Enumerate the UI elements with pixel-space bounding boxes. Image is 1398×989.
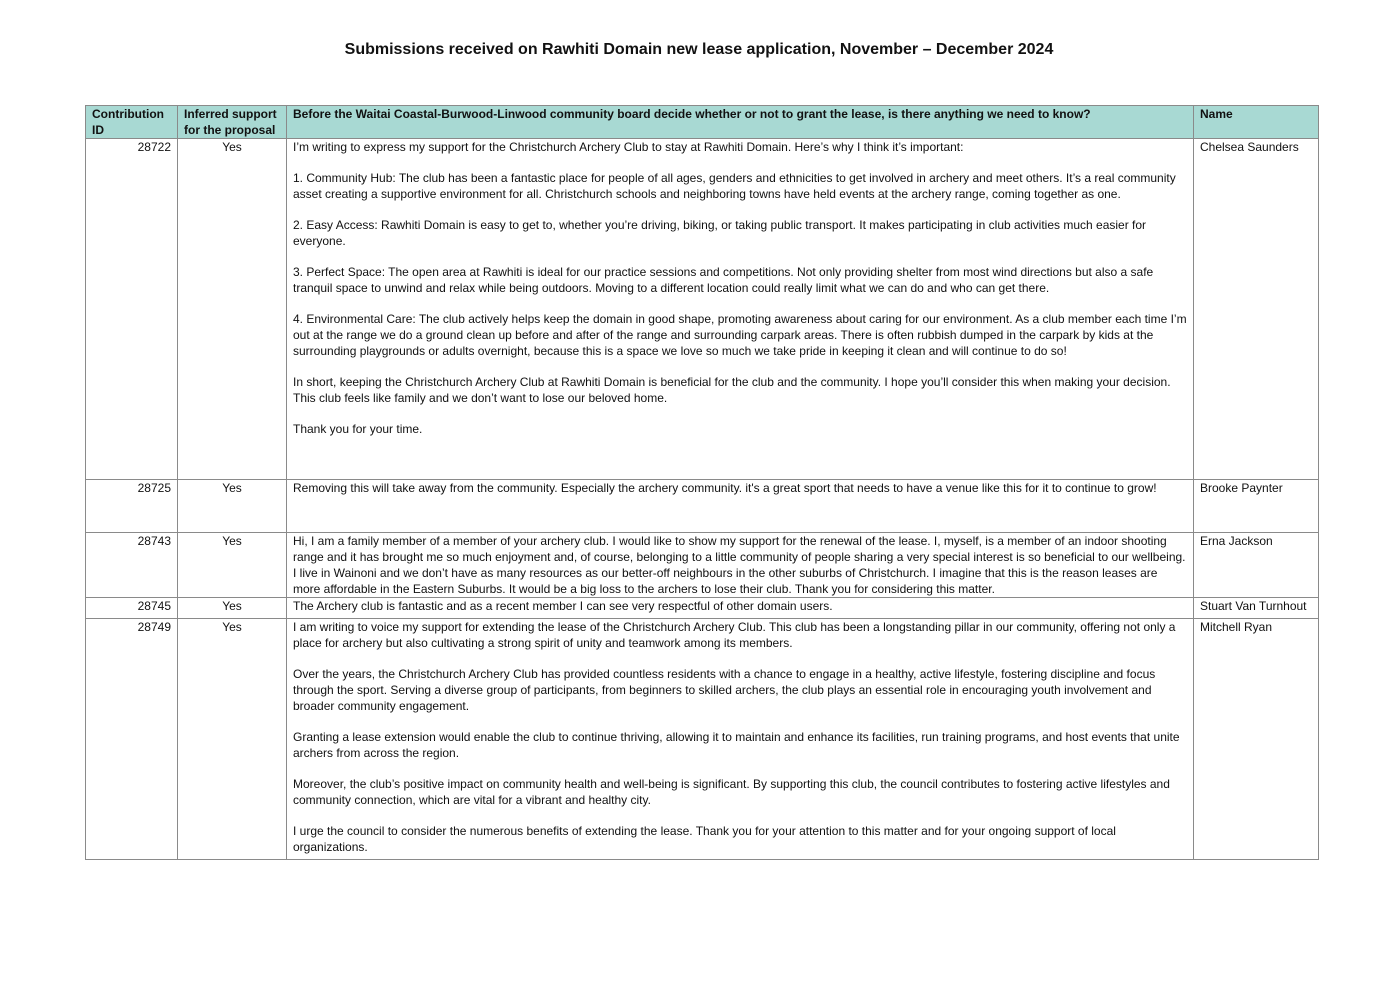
header-contribution-id: Contribution ID <box>86 106 178 139</box>
comment-paragraph: I’m writing to express my support for the Christchurch Archery Club to stay at Rawhiti Domain. Here’s why I think it’s important: <box>293 140 964 154</box>
submitter-name: Chelsea Saunders <box>1194 139 1319 480</box>
table-row <box>86 139 1319 480</box>
contribution-id: 28725 <box>86 480 178 533</box>
comment-paragraph: Over the years, the Christchurch Archery Club has provided countless residents with a chance to engage in a healthy, active lifestyle, fostering discipline and focus through the sport. Serving a diverse group of participants, from beginners to skilled archers, the club plays an essential role in encouraging youth involvement and broader community engagement. <box>293 667 1156 713</box>
comment-paragraph: 3. Perfect Space: The open area at Rawhiti is ideal for our practice sessions and competitions. Not only providing shelter from most wind directions but also a safe tranquil space to unwind and relax while being outdoors. Moving to a different location could really limit what we can do and who can get there. <box>293 265 1154 295</box>
submissions-table <box>85 105 1319 860</box>
table-row <box>86 619 1319 860</box>
comment-paragraph: I urge the council to consider the numerous benefits of extending the lease. Thank you for your attention to this matter and for your ongoing support of local organizations. <box>293 824 1116 854</box>
page-title: Submissions received on Rawhiti Domain new lease application, November – December 2024 <box>344 41 1054 58</box>
comment-paragraph: Hi, I am a family member of a member of your archery club. I would like to show my support for the renewal of the lease. I, myself, is a member of an indoor shooting range and it has brought me so much enjoyment and, of course, belonging to a little community of people sharing a very special interest is so beneficial to our wellbeing. I live in Wainoni and we don’t have as many resources as our better-off neighbours in the other suburbs of Christchurch. I imagine that this is the reason leases are more affordable in the Eastern Suburbs. It would be a big loss to the archers to lose their club. Thank you for considering this matter. <box>293 534 1186 596</box>
submitter-name: Stuart Van Turnhout <box>1194 598 1319 619</box>
table-header-row <box>86 106 1319 139</box>
header-name: Name <box>1194 106 1319 139</box>
comment-paragraph: Moreover, the club’s positive impact on community health and well-being is significant. By supporting this club, the council contributes to fostering active lifestyles and community connection, which are vital for a vibrant and healthy city. <box>293 777 1170 807</box>
inferred-support: Yes <box>178 139 287 480</box>
table-row <box>86 598 1319 619</box>
header-question: Before the Waitai Coastal-Burwood-Linwood community board decide whether or not to grant the lease, is there anything we need to know? <box>287 106 1194 139</box>
contribution-id: 28749 <box>86 619 178 860</box>
comment-paragraph: Removing this will take away from the community. Especially the archery community. it's a great sport that needs to have a venue like this for it to continue to grow! <box>293 481 1157 495</box>
submitter-name: Brooke Paynter <box>1194 480 1319 533</box>
table-row <box>86 533 1319 598</box>
comment-paragraph: 1. Community Hub: The club has been a fantastic place for people of all ages, genders and ethnicities to get involved in archery and meet others. It’s a real community asset creating a supportive environment for all. Christchurch schools and neighboring towns have held events at the archery range, coming together as one. <box>293 171 1176 201</box>
contribution-id: 28745 <box>86 598 178 619</box>
submission-comment <box>287 619 1194 860</box>
submitter-name: Mitchell Ryan <box>1194 619 1319 860</box>
inferred-support: Yes <box>178 619 287 860</box>
comment-paragraph: In short, keeping the Christchurch Archery Club at Rawhiti Domain is beneficial for the club and the community. I hope you’ll consider this when making your decision. This club feels like family and we don’t want to lose our beloved home. <box>293 375 1171 405</box>
comment-paragraph: The Archery club is fantastic and as a recent member I can see very respectful of other domain users. <box>293 599 833 613</box>
submission-comment <box>287 533 1194 598</box>
header-inferred-support: Inferred support for the proposal <box>178 106 287 139</box>
submission-comment <box>287 480 1194 533</box>
inferred-support: Yes <box>178 598 287 619</box>
inferred-support: Yes <box>178 480 287 533</box>
table-row <box>86 480 1319 533</box>
comment-paragraph: Thank you for your time. <box>293 422 423 436</box>
comment-paragraph: 2. Easy Access: Rawhiti Domain is easy to get to, whether you’re driving, biking, or taking public transport. It makes participating in club activities much easier for everyone. <box>293 218 1147 248</box>
submission-comment <box>287 139 1194 480</box>
contribution-id: 28743 <box>86 533 178 598</box>
submitter-name: Erna Jackson <box>1194 533 1319 598</box>
comment-paragraph: Granting a lease extension would enable the club to continue thriving, allowing it to maintain and enhance its facilities, run training programs, and host events that unite archers from across the region. <box>293 730 1180 760</box>
contribution-id: 28722 <box>86 139 178 480</box>
comment-paragraph: 4. Environmental Care: The club actively helps keep the domain in good shape, promoting awareness about caring for our environment. As a club member each time I’m out at the range we do a ground clean up before and after of the range and surrounding carpark areas. There is often rubbish dumped in the carpark by kids at the surrounding playgrounds or adults overnight, because this is a space we love so much we take pride in keeping it clean and will continue to do so! <box>293 312 1187 358</box>
submission-comment <box>287 598 1194 619</box>
inferred-support: Yes <box>178 533 287 598</box>
comment-paragraph: I am writing to voice my support for extending the lease of the Christchurch Archery Club. This club has been a longstanding pillar in our community, offering not only a place for archery but also cultivating a strong spirit of unity and teamwork among its members. <box>293 620 1176 650</box>
